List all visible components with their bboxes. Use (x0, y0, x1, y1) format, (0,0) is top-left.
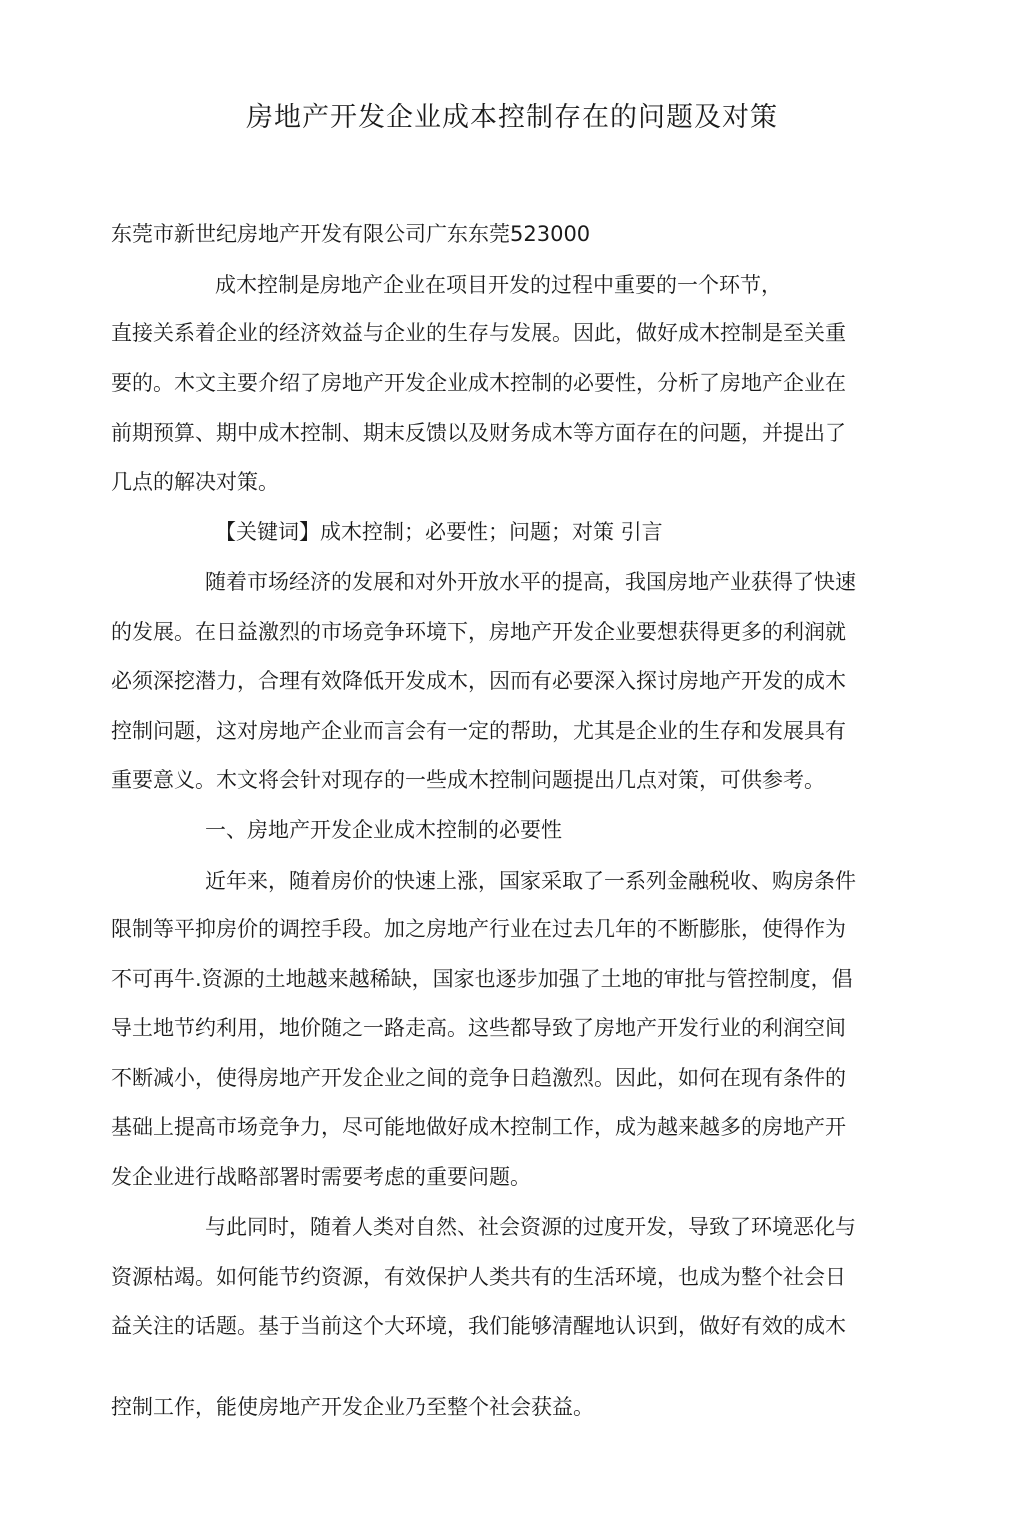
paragraph-line: 导土地节约利用，地价随之一路走高。这些都导致了房地产开发行业的利润空间 (111, 1016, 846, 1040)
paragraph-line: 限制等平抑房价的调控手段。加之房地产行业在过去几年的不断膨胀，使得作为 (111, 917, 846, 941)
paragraph-line: 不断减小，使得房地产开发企业之间的竞争日趋激烈。因此，如何在现有条件的 (111, 1066, 846, 1090)
paragraph-line: 基础上提高市场竞争力，尽可能地做好成木控制工作，成为越来越多的房地产开 (111, 1115, 846, 1139)
paragraph-line: 资源枯竭。如何能节约资源，有效保护人类共有的生活环境，也成为整个社会日 (111, 1265, 846, 1289)
intro-line: 必须深挖潜力，合理有效降低开发成木，因而有必要深入探讨房地产开发的成木 (111, 669, 846, 693)
intro-line: 随着市场经济的发展和对外开放水平的提高，我国房地产业获得了快速 (205, 570, 856, 594)
keywords: 【关键词】成木控制；必要性；问题；对策 引言 (215, 520, 663, 544)
document-title: 房地产开发企业成本控制存在的问题及对策 (246, 102, 778, 133)
intro-line: 控制问题，这对房地产企业而言会有一定的帮助，尤其是企业的生存和发展具有 (111, 719, 846, 743)
paragraph-line: 控制工作，能使房地产开发企业乃至整个社会获益。 (111, 1395, 594, 1419)
abstract-line: 成木控制是房地产企业在项目开发的过程中重要的一个环节， (215, 273, 782, 297)
abstract-line: 要的。木文主要介绍了房地产开发企业成木控制的必要性，分析了房地产企业在 (111, 371, 846, 395)
intro-line: 重要意义。木文将会针对现存的一些成木控制问题提出几点对策，可供参考。 (111, 768, 825, 792)
section-heading: 一、房地产开发企业成木控制的必要性 (205, 818, 562, 842)
paragraph-line: 与此同时，随着人类对自然、社会资源的过度开发，导致了环境恶化与 (205, 1215, 856, 1239)
intro-line: 的发展。在日益激烈的市场竞争环境下，房地产开发企业要想获得更多的利润就 (111, 620, 846, 644)
abstract-line: 前期预算、期中成木控制、期末反馈以及财务成木等方面存在的问题，并提出了 (111, 421, 846, 445)
paragraph-line: 不可再牛.资源的土地越来越稀缺，国家也逐步加强了土地的审批与管控制度，倡 (111, 967, 853, 991)
paragraph-line: 益关注的话题。基于当前这个大环境，我们能够清醒地认识到，做好有效的成木 (111, 1314, 846, 1338)
abstract-line: 直接关系着企业的经济效益与企业的生存与发展。因此，做好成木控制是至关重 (111, 321, 846, 345)
paragraph-line: 近年来，随着房价的快速上涨，国家采取了一系列金融税收、购房条件 (205, 869, 856, 893)
abstract-line: 几点的解决对策。 (111, 470, 279, 494)
paragraph-line: 发企业进行战略部署时需要考虑的重要问题。 (111, 1165, 531, 1189)
author-affiliation: 东莞市新世纪房地产开发有限公司广东东莞523000 (111, 222, 591, 246)
